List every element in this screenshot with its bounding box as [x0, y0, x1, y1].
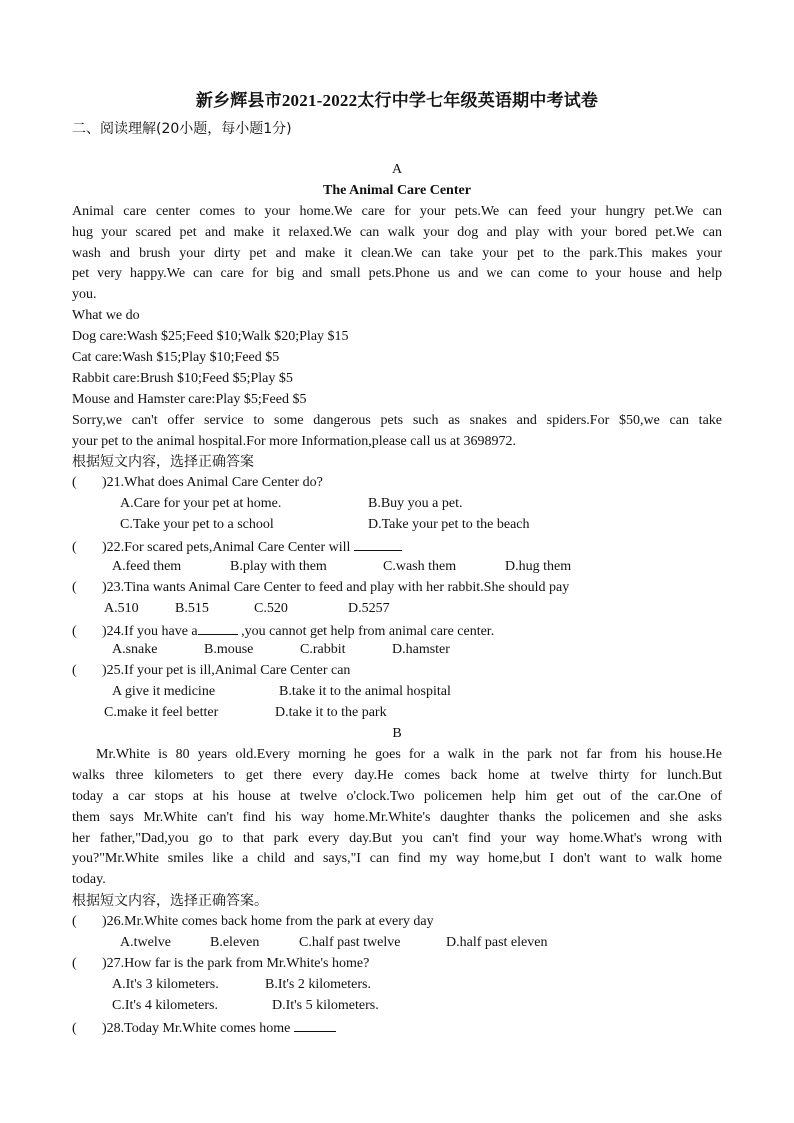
option-b: B.Buy you a pet.: [368, 496, 463, 512]
question-27: [72, 954, 722, 975]
passage-b-line: walks three kilometers to get there every day.He comes back home at twelve thirty for lunch.But: [72, 767, 722, 783]
question-stem: )21.What does Animal Care Center do?: [102, 475, 323, 491]
option-a: A give it medicine: [112, 684, 216, 700]
options-row: [72, 682, 722, 703]
answer-paren: (: [72, 955, 77, 971]
options-row: [72, 933, 722, 954]
option-d: D.hamster: [392, 642, 450, 658]
options-row: [72, 494, 722, 515]
service-line: Rabbit care:Brush $10;Feed $5;Play $5: [72, 370, 293, 386]
answer-blank: [294, 1017, 336, 1032]
instruction-b: 根据短文内容，选择正确答案。: [72, 893, 268, 910]
option-b: B.eleven: [210, 934, 260, 950]
passage-b-line: Mr.White is 80 years old.Every morning he goes for a walk in the park not far from his house.He: [96, 746, 722, 762]
option-b: B.515: [175, 600, 209, 616]
options-row: [72, 975, 722, 996]
option-c: C.It's 4 kilometers.: [112, 997, 218, 1013]
option-d: D.half past eleven: [446, 934, 548, 950]
passage-b-line: her father,"Dad,you go to that park every day.But you can't find your way home.What's wrong with: [72, 830, 722, 846]
question-22: [72, 536, 722, 557]
question-23: [72, 578, 722, 599]
question-stem: )25.If your pet is ill,Animal Care Center can: [102, 663, 351, 679]
option-b: B.play with them: [230, 558, 327, 574]
options-row: [72, 557, 722, 578]
option-b: B.take it to the animal hospital: [279, 684, 451, 700]
answer-paren: (: [72, 623, 77, 639]
passage-a-line: wash and brush your dirty pet and make it clean.We can take your pet to the park.This makes your: [72, 245, 722, 261]
page-title: 新乡辉县市2021-2022太行中学七年级英语期中考试卷: [195, 91, 599, 110]
question-24: [72, 620, 722, 641]
answer-paren: (: [72, 475, 77, 491]
option-c: C.Take your pet to a school: [120, 517, 274, 533]
options-row: [72, 599, 722, 620]
option-d: D.Take your pet to the beach: [368, 517, 530, 533]
option-c: C.half past twelve: [299, 934, 401, 950]
answer-blank: [198, 620, 238, 635]
option-d: D.take it to the park: [275, 705, 387, 721]
option-a: A.510: [104, 600, 139, 616]
answer-paren: (: [72, 540, 77, 556]
exam-content: [72, 160, 722, 1037]
option-a: A.feed them: [112, 558, 182, 574]
instruction-a: 根据短文内容，选择正确答案: [72, 454, 254, 471]
answer-paren: (: [72, 914, 77, 930]
service-line: Cat care:Wash $15;Play $10;Feed $5: [72, 350, 280, 366]
passage-b-line: today a car stops at his house at twelve o'clock.Two policemen help him get out of the car.One of: [72, 788, 722, 804]
option-c: C.make it feel better: [104, 705, 219, 721]
passage-b-line: you?"Mr.White smiles like a child and says,"I can find my way home,but I don't want to walk home: [72, 851, 722, 867]
question-stem-tail: ,you cannot get help from animal care center.: [237, 623, 495, 639]
question-26: [72, 912, 722, 933]
passage-a-closing: Sorry,we can't offer service to some dangerous pets such as snakes and spiders.For $50,we can take: [72, 412, 722, 428]
option-d: D.hug them: [505, 558, 572, 574]
passage-a-heading: The Animal Care Center: [323, 182, 471, 198]
answer-blank: [354, 536, 402, 551]
option-a: A.It's 3 kilometers.: [112, 976, 219, 992]
options-row: [72, 703, 722, 724]
option-b: B.It's 2 kilometers.: [265, 976, 371, 992]
question-stem: )23.Tina wants Animal Care Center to feed and play with her rabbit.She should pay: [102, 579, 570, 595]
option-c: C.rabbit: [300, 642, 346, 658]
passage-b-line: them says Mr.White can't find his way home.Mr.White's daughter thanks the policemen and she asks: [72, 809, 722, 825]
options-row: [72, 515, 722, 536]
option-a: A.Care for your pet at home.: [120, 496, 282, 512]
passage-a-closing: your pet to the animal hospital.For more Information,please call us at 3698972.: [72, 433, 517, 449]
question-stem: )24.If you have a: [102, 623, 198, 639]
answer-paren: (: [72, 579, 77, 595]
answer-paren: (: [72, 663, 77, 679]
question-stem: )28.Today Mr.White comes home: [102, 1020, 291, 1036]
passage-a-letter: A: [391, 162, 403, 177]
service-line: Dog care:Wash $25;Feed $10;Walk $20;Play $15: [72, 329, 349, 345]
options-row: [72, 640, 722, 661]
question-21: [72, 473, 722, 494]
question-25: [72, 661, 722, 682]
passage-b-line: today.: [72, 872, 106, 888]
question-stem: )26.Mr.White comes back home from the park at every day: [102, 914, 434, 930]
service-line: Mouse and Hamster care:Play $5;Feed $5: [72, 391, 307, 407]
passage-b-letter: B: [392, 726, 402, 742]
passage-a-line: hug your scared pet and make it relaxed.We can walk your dog and play with your bored pet.We can: [72, 224, 722, 240]
what-we-do-heading: What we do: [72, 308, 140, 324]
option-d: D.It's 5 kilometers.: [272, 997, 379, 1013]
answer-paren: (: [72, 1020, 77, 1036]
option-d: D.5257: [348, 600, 390, 616]
passage-a-line: Animal care center comes to your home.We care for your pets.We can feed your hungry pet.We can: [72, 203, 722, 219]
question-stem: )22.For scared pets,Animal Care Center will: [102, 540, 351, 556]
question-28: [72, 1017, 722, 1038]
options-row: [72, 996, 722, 1017]
option-a: A.snake: [112, 642, 158, 658]
question-stem: )27.How far is the park from Mr.White's home?: [102, 955, 370, 971]
option-c: C.520: [254, 600, 288, 616]
section-heading: 二、阅读理解(20小题，每小题1分): [72, 121, 292, 137]
option-b: B.mouse: [204, 642, 254, 658]
option-c: C.wash them: [383, 558, 457, 574]
passage-a-line: pet very happy.We can care for big and small pets.Phone us and we can come to your house and help: [72, 266, 722, 282]
option-a: A.twelve: [120, 934, 171, 950]
passage-a-line: you.: [72, 287, 97, 303]
